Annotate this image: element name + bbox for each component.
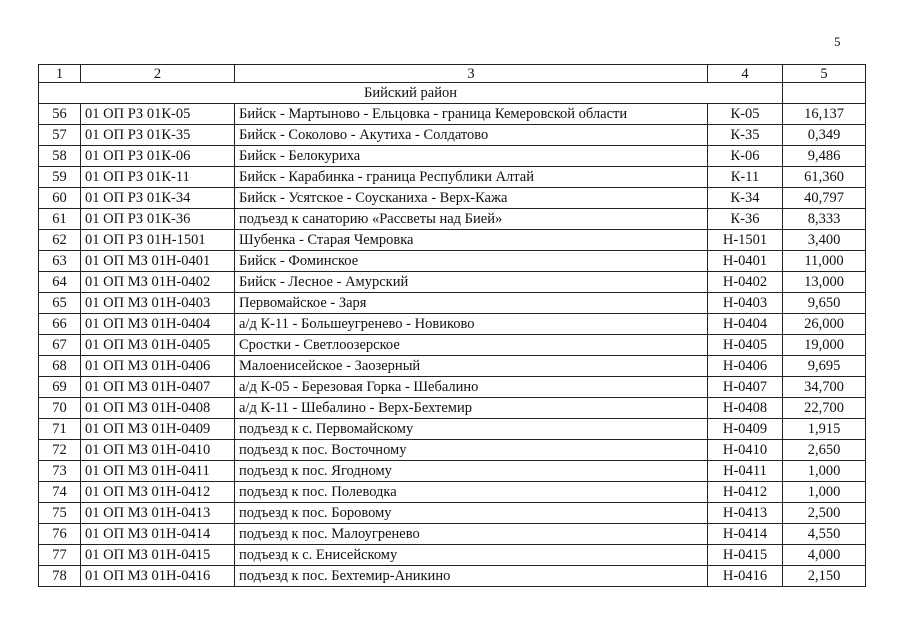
row-number-cell: 72 (39, 440, 81, 461)
road-length-cell: 19,000 (783, 335, 866, 356)
road-length-cell: 11,000 (783, 251, 866, 272)
table-row (39, 524, 866, 545)
table-row (39, 167, 866, 188)
road-code-cell: 01 ОП МЗ 01Н-0401 (81, 251, 235, 272)
road-short-code-cell: Н-0409 (708, 419, 783, 440)
column-number-header: 1 (39, 65, 81, 83)
road-code-cell: 01 ОП МЗ 01Н-0405 (81, 335, 235, 356)
row-number-cell: 75 (39, 503, 81, 524)
road-name-cell: а/д К-05 - Березовая Горка - Шебалино (235, 377, 708, 398)
road-code-cell: 01 ОП РЗ 01К-05 (81, 104, 235, 125)
road-short-code-cell: К-36 (708, 209, 783, 230)
road-short-code-cell: Н-0402 (708, 272, 783, 293)
row-number-cell: 66 (39, 314, 81, 335)
road-code-cell: 01 ОП МЗ 01Н-0413 (81, 503, 235, 524)
table-row (39, 419, 866, 440)
row-number-cell: 63 (39, 251, 81, 272)
table-row (39, 209, 866, 230)
table-row (39, 293, 866, 314)
road-length-cell: 40,797 (783, 188, 866, 209)
road-length-cell: 1,000 (783, 482, 866, 503)
road-length-cell: 0,349 (783, 125, 866, 146)
table-row (39, 440, 866, 461)
road-name-cell: а/д К-11 - Большеугренево - Новиково (235, 314, 708, 335)
road-short-code-cell: Н-0408 (708, 398, 783, 419)
road-name-cell: подъезд к пос. Ягодному (235, 461, 708, 482)
road-name-cell: подъезд к пос. Полеводка (235, 482, 708, 503)
roads-table (38, 64, 866, 587)
row-number-cell: 78 (39, 566, 81, 587)
road-length-cell: 2,500 (783, 503, 866, 524)
row-number-cell: 71 (39, 419, 81, 440)
road-short-code-cell: Н-1501 (708, 230, 783, 251)
road-length-cell: 4,550 (783, 524, 866, 545)
road-code-cell: 01 ОП РЗ 01К-06 (81, 146, 235, 167)
row-number-cell: 56 (39, 104, 81, 125)
row-number-cell: 77 (39, 545, 81, 566)
road-length-cell: 9,486 (783, 146, 866, 167)
road-name-cell: Бийск - Усятское - Соусканиха - Верх-Кажа (235, 188, 708, 209)
road-length-cell: 8,333 (783, 209, 866, 230)
road-name-cell: подъезд к с. Енисейскому (235, 545, 708, 566)
road-name-cell: подъезд к санаторию «Рассветы над Бией» (235, 209, 708, 230)
road-short-code-cell: Н-0404 (708, 314, 783, 335)
table-row (39, 356, 866, 377)
road-code-cell: 01 ОП РЗ 01К-36 (81, 209, 235, 230)
road-length-cell: 9,695 (783, 356, 866, 377)
road-code-cell: 01 ОП МЗ 01Н-0407 (81, 377, 235, 398)
road-name-cell: Бийск - Карабинка - граница Республики Алтай (235, 167, 708, 188)
table-row (39, 398, 866, 419)
road-short-code-cell: Н-0410 (708, 440, 783, 461)
road-code-cell: 01 ОП МЗ 01Н-0409 (81, 419, 235, 440)
table-row (39, 125, 866, 146)
road-length-cell: 61,360 (783, 167, 866, 188)
table-row (39, 146, 866, 167)
road-short-code-cell: Н-0414 (708, 524, 783, 545)
row-number-cell: 58 (39, 146, 81, 167)
road-code-cell: 01 ОП РЗ 01К-35 (81, 125, 235, 146)
road-name-cell: подъезд к пос. Боровому (235, 503, 708, 524)
road-short-code-cell: К-35 (708, 125, 783, 146)
road-code-cell: 01 ОП МЗ 01Н-0410 (81, 440, 235, 461)
row-number-cell: 67 (39, 335, 81, 356)
road-code-cell: 01 ОП РЗ 01Н-1501 (81, 230, 235, 251)
road-length-cell: 1,915 (783, 419, 866, 440)
row-number-cell: 62 (39, 230, 81, 251)
row-number-cell: 65 (39, 293, 81, 314)
column-number-header: 2 (81, 65, 235, 83)
row-number-cell: 68 (39, 356, 81, 377)
row-number-cell: 76 (39, 524, 81, 545)
table-row (39, 377, 866, 398)
column-number-header: 5 (783, 65, 866, 83)
road-name-cell: Первомайское - Заря (235, 293, 708, 314)
page-number: 5 (834, 34, 841, 49)
road-length-cell: 34,700 (783, 377, 866, 398)
road-short-code-cell: Н-0405 (708, 335, 783, 356)
road-length-cell: 9,650 (783, 293, 866, 314)
table-row (39, 272, 866, 293)
road-short-code-cell: Н-0407 (708, 377, 783, 398)
table-row (39, 503, 866, 524)
road-code-cell: 01 ОП МЗ 01Н-0414 (81, 524, 235, 545)
section-empty-cell (783, 83, 866, 104)
road-short-code-cell: Н-0406 (708, 356, 783, 377)
road-short-code-cell: Н-0415 (708, 545, 783, 566)
road-name-cell: подъезд к пос. Восточному (235, 440, 708, 461)
road-code-cell: 01 ОП МЗ 01Н-0403 (81, 293, 235, 314)
road-code-cell: 01 ОП МЗ 01Н-0406 (81, 356, 235, 377)
table-row (39, 482, 866, 503)
road-length-cell: 16,137 (783, 104, 866, 125)
road-short-code-cell: К-11 (708, 167, 783, 188)
road-length-cell: 2,650 (783, 440, 866, 461)
road-short-code-cell: Н-0411 (708, 461, 783, 482)
road-short-code-cell: Н-0413 (708, 503, 783, 524)
column-number-header: 3 (235, 65, 708, 83)
row-number-cell: 57 (39, 125, 81, 146)
table-row (39, 230, 866, 251)
road-name-cell: Шубенка - Старая Чемровка (235, 230, 708, 251)
column-number-row (39, 65, 866, 83)
road-name-cell: Бийск - Лесное - Амурский (235, 272, 708, 293)
road-name-cell: Бийск - Соколово - Акутиха - Солдатово (235, 125, 708, 146)
column-number-header: 4 (708, 65, 783, 83)
table-row (39, 104, 866, 125)
road-name-cell: подъезд к с. Первомайскому (235, 419, 708, 440)
table-row (39, 188, 866, 209)
row-number-cell: 70 (39, 398, 81, 419)
road-code-cell: 01 ОП РЗ 01К-34 (81, 188, 235, 209)
road-code-cell: 01 ОП МЗ 01Н-0411 (81, 461, 235, 482)
road-short-code-cell: К-34 (708, 188, 783, 209)
row-number-cell: 74 (39, 482, 81, 503)
road-short-code-cell: Н-0403 (708, 293, 783, 314)
road-short-code-cell: К-06 (708, 146, 783, 167)
road-code-cell: 01 ОП МЗ 01Н-0415 (81, 545, 235, 566)
table-row (39, 335, 866, 356)
road-length-cell: 26,000 (783, 314, 866, 335)
section-title: Бийский район (39, 83, 783, 104)
row-number-cell: 69 (39, 377, 81, 398)
road-name-cell: а/д К-11 - Шебалино - Верх-Бехтемир (235, 398, 708, 419)
table-row (39, 545, 866, 566)
road-length-cell: 1,000 (783, 461, 866, 482)
road-name-cell: Сростки - Светлоозерское (235, 335, 708, 356)
table-row (39, 314, 866, 335)
table-row (39, 461, 866, 482)
road-code-cell: 01 ОП МЗ 01Н-0402 (81, 272, 235, 293)
road-code-cell: 01 ОП МЗ 01Н-0404 (81, 314, 235, 335)
road-name-cell: Бийск - Белокуриха (235, 146, 708, 167)
road-code-cell: 01 ОП МЗ 01Н-0416 (81, 566, 235, 587)
table-row (39, 251, 866, 272)
road-short-code-cell: Н-0401 (708, 251, 783, 272)
road-short-code-cell: Н-0412 (708, 482, 783, 503)
road-length-cell: 2,150 (783, 566, 866, 587)
row-number-cell: 64 (39, 272, 81, 293)
row-number-cell: 73 (39, 461, 81, 482)
section-row (39, 83, 866, 104)
table-row (39, 566, 866, 587)
row-number-cell: 59 (39, 167, 81, 188)
road-code-cell: 01 ОП МЗ 01Н-0412 (81, 482, 235, 503)
road-short-code-cell: Н-0416 (708, 566, 783, 587)
road-code-cell: 01 ОП МЗ 01Н-0408 (81, 398, 235, 419)
road-name-cell: подъезд к пос. Бехтемир-Аникино (235, 566, 708, 587)
road-length-cell: 22,700 (783, 398, 866, 419)
road-length-cell: 4,000 (783, 545, 866, 566)
row-number-cell: 61 (39, 209, 81, 230)
row-number-cell: 60 (39, 188, 81, 209)
road-length-cell: 3,400 (783, 230, 866, 251)
road-name-cell: Бийск - Фоминское (235, 251, 708, 272)
road-code-cell: 01 ОП РЗ 01К-11 (81, 167, 235, 188)
road-short-code-cell: К-05 (708, 104, 783, 125)
road-length-cell: 13,000 (783, 272, 866, 293)
road-name-cell: Малоенисейское - Заозерный (235, 356, 708, 377)
road-name-cell: Бийск - Мартыново - Ельцовка - граница Кемеровской области (235, 104, 708, 125)
road-name-cell: подъезд к пос. Малоугренево (235, 524, 708, 545)
